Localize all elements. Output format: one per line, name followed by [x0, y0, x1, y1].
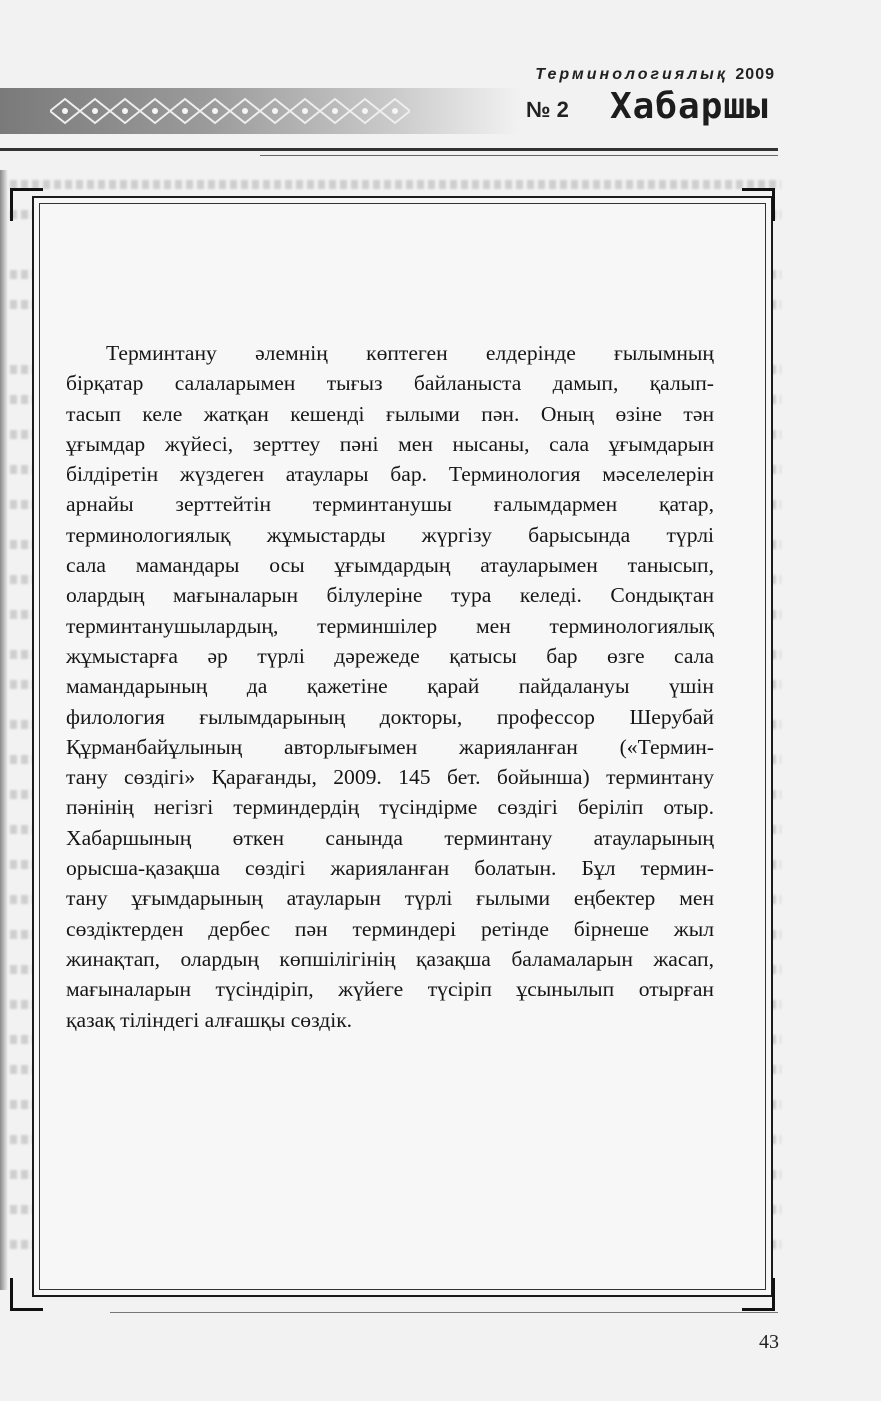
issue-number: № 2: [526, 97, 569, 122]
article-line: білдіретін жүздеген атаулары бар. Терминология мәселелерін: [66, 462, 714, 487]
header-rule-thin: [260, 155, 778, 156]
article-line: филология ғылымдарының докторы, профессор Шерубай: [66, 704, 714, 729]
frame-corner-bottom-right: [742, 1278, 775, 1311]
article-line: тасып келе жатқан кешенді ғылыми пән. Оның өзіне тән: [66, 401, 714, 426]
article-line: мағыналарын түсіндіріп, жүйеге түсіріп ұсынылып отырған: [66, 977, 714, 1002]
issue-title: Хабаршы: [610, 86, 769, 127]
frame-corner-top-right: [742, 188, 775, 221]
article-line: терминологиялық жұмыстарды жүргізу барысында түрлі: [66, 522, 714, 547]
article-line: олардың мағыналарын білулеріне тура келеді. Сондықтан: [66, 583, 714, 608]
article-line: орысша-қазақша сөздігі жарияланған болатын. Бұл термин-: [66, 856, 714, 881]
article-line: тану ұғымдарының атауларын түрлі ғылыми еңбектер мен: [66, 886, 714, 911]
header-rule: [0, 148, 778, 151]
ornament-band: [0, 88, 520, 134]
article-line: жинақтап, олардың көпшілігінің қазақша баламаларын жасап,: [66, 946, 714, 971]
article-line: тану сөздігі» Қарағанды, 2009. 145 бет. бойынша) терминтану: [66, 765, 714, 790]
article-line: Құрманбайұлының авторлығымен жарияланған («Термин-: [66, 734, 714, 759]
article-line: сөздіктерден дербес пән терминдері ретінде бірнеше жыл: [66, 916, 714, 941]
frame-corner-top-left: [10, 188, 43, 221]
article-line: мамандарының да қажетіне қарай пайдалануы үшін: [66, 674, 714, 699]
article-line: арнайы зерттейтін терминтанушы ғалымдармен қатар,: [66, 492, 714, 517]
ornament-pattern-icon: [50, 94, 410, 128]
article-line: терминтанушылардың, терминшілер мен терминологиялық: [66, 613, 714, 638]
article-line: Терминтану әлемнің көптеген елдерінде ғылымның: [106, 341, 714, 365]
frame-corner-bottom-left: [10, 1278, 43, 1311]
page-number: 43: [759, 1331, 779, 1353]
journal-title: Терминологиялық 2009: [535, 66, 775, 83]
article-line: Хабаршының өткен санында терминтану атауларының: [66, 825, 714, 850]
article-paragraph: [66, 338, 714, 1035]
article-line: сала мамандары осы ұғымдардың атауларымен танысып,: [66, 553, 714, 578]
footer-rule: [110, 1312, 778, 1313]
article-line: қазақ тіліндегі алғашқы сөздік.: [66, 1007, 353, 1032]
article-line: бірқатар салаларымен тығыз байланыста дамып, қалып-: [66, 371, 714, 396]
article-line: пәнінің негізгі терминдердің түсіндірме сөздігі беріліп отыр.: [66, 795, 714, 820]
article-line: жұмыстарға әр түрлі дәрежеде қатысы бар өзге сала: [66, 643, 714, 668]
article-line: ұғымдар жүйесі, зерттеу пәні мен нысаны, сала ұғымдарын: [66, 431, 714, 456]
